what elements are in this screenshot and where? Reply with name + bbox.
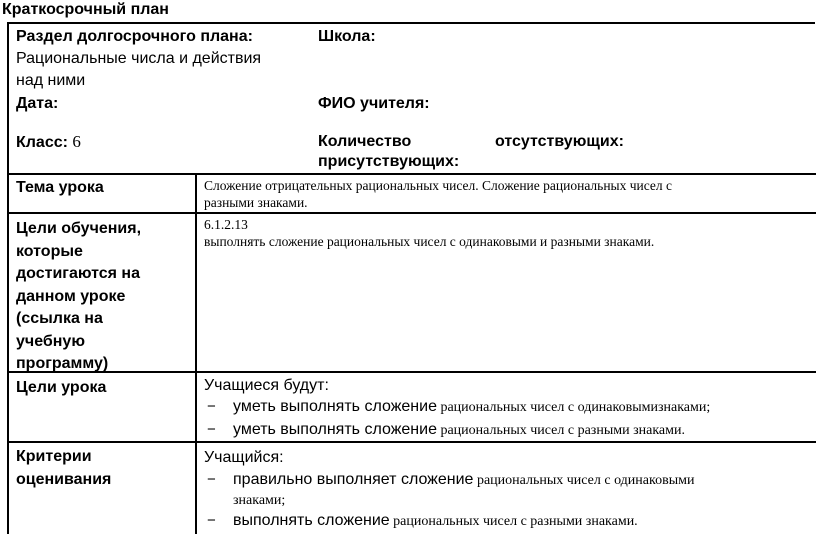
topic-label: Тема урока [16,179,104,196]
page-title: Краткосрочный план [2,1,169,18]
list-item [233,397,710,418]
objective-text: выполнять сложение рациональных чисел с одинаковыми и разными знаками. [204,234,655,249]
list-item [233,420,685,441]
item-rest: рациональных чисел с разными знаками. [440,423,685,438]
class-value: 6 [72,132,81,151]
divider [7,212,816,214]
absent-label-word2: отсутствующих: [495,133,624,150]
list-dash: − [207,512,216,529]
date-label: Дата: [16,95,59,112]
item-rest: рациональных чисел с одинаковыми [476,473,695,488]
list-item-cont: знаками; [233,493,286,508]
section-value-cont: над ними [16,72,86,89]
school-label: Школа: [318,28,376,45]
absent-label-word1: Количество [318,133,412,150]
lesson-goals-intro: Учащиеся будут: [204,377,329,394]
present-label: присутствующих: [318,153,460,170]
list-item [233,511,638,532]
criteria-label [16,446,111,491]
item-rest: рациональных чисел с разными знаками. [393,514,638,529]
section-value: Рациональные числа и действия [16,50,262,67]
label-line: (ссылка на [16,310,103,327]
list-item [233,470,694,491]
label-line: данном уроке [16,287,126,305]
topic-value-cont: разными знаками. [204,195,308,210]
divider [195,174,197,534]
label-line: которые [16,242,83,260]
learning-goals-label [16,218,141,376]
item-lead: выполнять сложение [233,512,390,529]
divider [7,441,816,443]
list-dash: − [207,471,216,488]
label-line: Цели обучения, [16,220,142,237]
divider [7,173,816,175]
list-dash: − [207,421,216,438]
label-line: учебную [16,332,85,350]
label-line: программу) [16,355,109,372]
list-dash: − [207,398,216,415]
item-rest: рациональных чисел с одинаковымизнаками; [440,400,711,415]
label-line: достигаются на [16,265,140,282]
lesson-goals-label: Цели урока [16,379,107,396]
objective-code: 6.1.2.13 [204,217,248,232]
teacher-label: ФИО учителя: [318,95,430,112]
label-line: Критерии [16,448,92,465]
item-lead: уметь выполнять сложение [233,421,437,438]
item-lead: уметь выполнять сложение [233,398,437,415]
class-label [16,131,81,154]
section-label: Раздел долгосрочного плана: [16,28,253,45]
label-line: оценивания [16,470,112,488]
topic-value: Сложение отрицательных рациональных чисел. Сложение рациональных чисел с [204,178,673,193]
criteria-intro: Учащийся: [204,449,284,466]
class-label-text: Класс: [16,134,68,151]
item-lead: правильно выполняет сложение [233,471,474,488]
